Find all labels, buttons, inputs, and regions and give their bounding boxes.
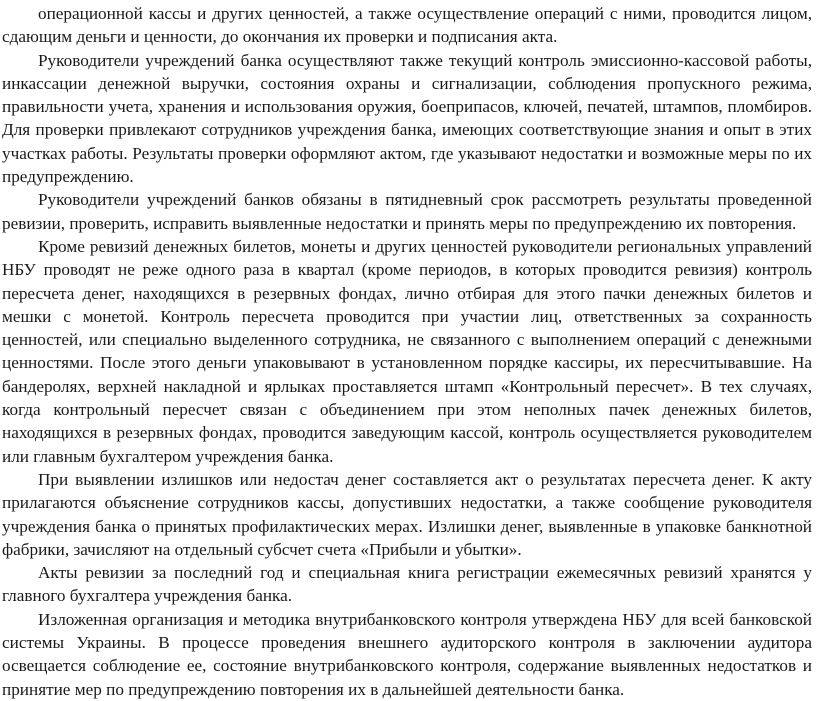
paragraph-4: Кроме ревизий денежных билетов, монеты и других ценностей руководители региональных управлений НБУ проводят не реже одного раза в квартал (кроме периодов, в которых проводится ревизия) контроль пересчета денег, находящихся в резервных фондах, лично отбирая для этого пачки денежных билетов и мешки с монетой. Контроль пересчета проводится при участии лиц, ответственных за сохранность ценностей, или специально выделенного сотрудника, не связанного с выполнением операций с денежными ценностями. После этого деньги упаковывают в установленном порядке кассиры, их пересчитывавшие. На бандеролях, верхней накладной и ярлыках проставляется штамп «Контрольный пересчет». В тех случаях, когда контрольный пересчет связан с объединением при этом неполных пачек денежных билетов, находящихся в резервных фондах, проводится заведующим кассой, контроль осуществляется руководителем или главным бухгалтером учреждения банка. [2, 236, 812, 466]
paragraph-2: Руководители учреждений банка осуществляют также текущий контроль эмиссионно-кассовой работы, инкассации денежной выручки, состояния охраны и сигнализации, соблюдения пропускного режима, правильности учета, хранения и использования оружия, боеприпасов, ключей, печатей, штампов, пломбиров. Для проверки привлекают сотрудников учреждения банка, имеющих соответствующие знания и опыт в этих участках работы. Результаты проверки оформляют актом, где указывают недостатки и возможные меры по их предупреждению. [2, 50, 812, 187]
paragraph-6: Акты ревизии за последний год и специальная книга регистрации ежемесячных ревизий хранятся у главного бухгалтера учреждения банка. [2, 563, 812, 606]
paragraph-7: Изложенная организация и методика внутрибанковского контроля утверждена НБУ для всей банковской системы Украины. В процессе проведения внешнего аудиторского контроля в заключении аудитора освещается соблюдение ее, состояние внутрибанковского контроля, содержание выявленных недостатков и принятие мер по предупреждению повторения их в дальнейшей деятельности банка. [2, 609, 812, 699]
paragraph-1: операционной кассы и других ценностей, а также осуществление операций с ними, проводится лицом, сдающим деньги и ценности, до окончания их проверки и подписания акта. [2, 4, 812, 47]
paragraph-5: При выявлении излишков или недостач денег составляется акт о результатах пересчета денег. К акту прилагаются объяснение сотрудников кассы, допустивших недостатки, а также сообщение руководителя учреждения банка о принятых профилактических мерах. Излишки денег, выявленные в упаковке банкнотной фабрики, зачисляют на отдельный субсчет счета «Прибыли и убытки». [2, 469, 812, 559]
paragraph-3: Руководители учреждений банков обязаны в пятидневный срок рассмотреть результаты проведенной ревизии, проверить, исправить выявленные недостатки и принять меры по предупреждению их повторения. [2, 190, 812, 233]
